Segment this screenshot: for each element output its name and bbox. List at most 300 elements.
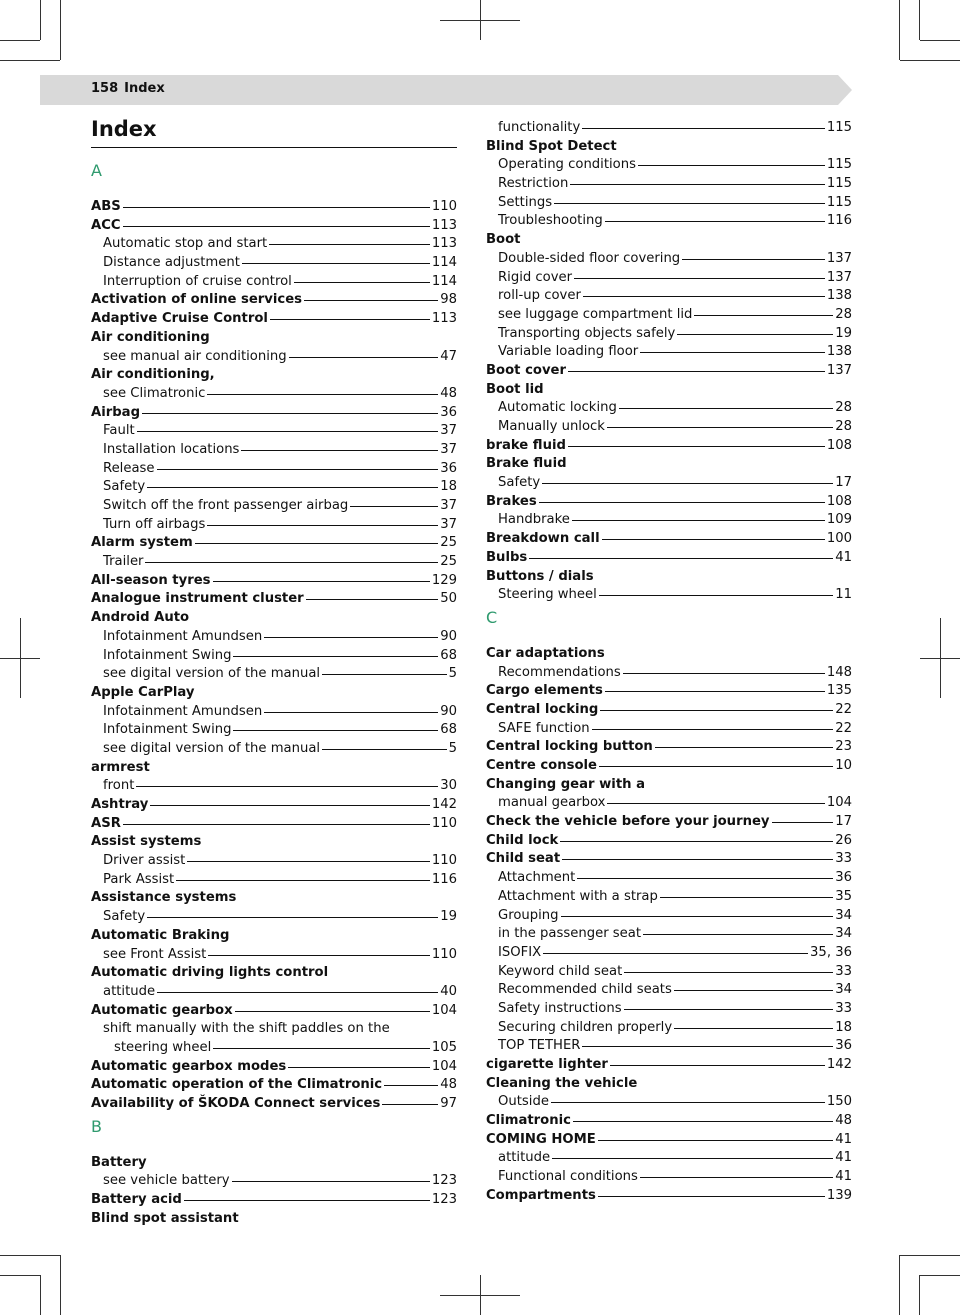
index-entry-page: 37 <box>440 498 457 513</box>
leader-line <box>605 221 825 222</box>
index-entry[interactable] <box>91 366 457 385</box>
leader-line <box>677 334 833 335</box>
index-entry[interactable] <box>486 175 852 194</box>
index-entry[interactable] <box>91 628 457 647</box>
index-entry[interactable] <box>486 231 852 250</box>
index-entry-term: Adaptive Cruise Control <box>91 311 268 327</box>
index-entry[interactable] <box>91 777 457 796</box>
index-entry[interactable] <box>91 329 457 348</box>
index-entry-term: Automatic driving lights control <box>91 965 329 981</box>
leader-line <box>623 673 825 674</box>
index-entry-term: Transporting objects safely <box>498 325 676 341</box>
leader-line <box>289 357 439 358</box>
leader-line <box>232 1181 430 1182</box>
index-entry[interactable] <box>486 1000 852 1019</box>
index-entry-page: 33 <box>835 851 852 867</box>
index-entry[interactable] <box>486 325 852 344</box>
index-entry[interactable] <box>486 1112 852 1131</box>
index-entry[interactable] <box>486 1056 852 1075</box>
index-entry[interactable] <box>486 306 852 325</box>
index-entry[interactable] <box>91 198 457 217</box>
index-entry-term: Interruption of cruise control <box>103 273 292 289</box>
index-entry[interactable] <box>91 348 457 367</box>
index-entry[interactable] <box>91 1210 457 1229</box>
index-entry[interactable] <box>486 381 852 400</box>
index-entry[interactable] <box>91 665 457 684</box>
index-entry-page: 137 <box>826 362 852 378</box>
index-entry-term: Changing gear with a <box>486 776 645 792</box>
index-entry-page: 30 <box>440 778 457 794</box>
index-entry-term: SAFE function <box>498 720 590 736</box>
index-entry[interactable] <box>91 684 457 703</box>
index-entry[interactable] <box>486 738 852 757</box>
index-entry-page: 41 <box>835 1169 852 1185</box>
index-entry-page: 35 <box>835 888 852 904</box>
index-entry[interactable] <box>91 385 457 404</box>
index-entry-page: 135 <box>826 683 852 699</box>
leader-line <box>619 408 833 409</box>
index-entry-page: 116 <box>431 871 457 887</box>
index-entry-term: ISOFIX <box>498 944 542 960</box>
leader-line <box>599 766 833 767</box>
index-entry-term: roll-up cover <box>498 288 581 304</box>
index-entry-page: 100 <box>826 531 852 547</box>
index-entry[interactable] <box>486 511 852 530</box>
index-entry-page: 115 <box>826 176 852 192</box>
index-entry-page: 50 <box>440 591 457 607</box>
index-entry-page: 28 <box>835 400 852 416</box>
index-entry[interactable] <box>486 776 852 795</box>
index-entry[interactable] <box>486 493 852 512</box>
leader-line <box>570 184 825 185</box>
index-entry-term: Outside <box>498 1094 549 1110</box>
index-entry-page: 139 <box>826 1187 852 1203</box>
index-entry[interactable] <box>486 474 852 493</box>
index-entry-term: ASR <box>91 815 121 831</box>
index-entry-term: Safety instructions <box>498 1000 622 1016</box>
leader-line <box>598 1196 825 1197</box>
index-entry[interactable] <box>486 156 852 175</box>
leader-line <box>582 1046 833 1047</box>
index-entry-page: 41 <box>835 1150 852 1166</box>
index-entry-term: see digital version of the manual <box>103 740 321 756</box>
index-entry[interactable] <box>486 1093 852 1112</box>
index-entry-page: 34 <box>835 926 852 942</box>
index-entry[interactable] <box>91 478 457 497</box>
index-entry-term: Rigid cover <box>498 269 573 285</box>
index-entry-term: Blind spot assistant <box>91 1210 239 1226</box>
index-entry[interactable] <box>486 568 852 587</box>
index-entry-page: 33 <box>835 1000 852 1016</box>
leader-line <box>694 315 833 316</box>
index-entry-term: Boot cover <box>486 362 566 378</box>
index-entry-page: 17 <box>835 475 852 491</box>
leader-line <box>213 581 430 582</box>
index-entry-page: 137 <box>826 250 852 266</box>
leader-line <box>572 520 825 521</box>
index-entry-page: 18 <box>835 1019 852 1035</box>
index-entry[interactable] <box>486 907 852 926</box>
index-entry-page: 108 <box>826 437 852 453</box>
index-entry[interactable] <box>486 250 852 269</box>
index-entry[interactable] <box>91 441 457 460</box>
index-entry-page: 110 <box>431 815 457 831</box>
index-entry-page: 110 <box>431 853 457 869</box>
index-entry[interactable] <box>91 1002 457 1021</box>
index-entry-term: Centre console <box>486 758 597 773</box>
index-entry-page: 123 <box>431 1192 457 1208</box>
index-entry-term: brake fluid <box>486 437 566 453</box>
index-entry-page: 47 <box>440 348 457 364</box>
header-section: Index <box>124 81 165 96</box>
index-entry-term: All-season tyres <box>91 572 211 588</box>
index-entry-term: Functional conditions <box>498 1169 638 1185</box>
index-entry-page: 123 <box>431 1173 457 1189</box>
index-entry-term: Automatic gearbox modes <box>91 1058 287 1074</box>
index-entry-term: front <box>103 778 135 794</box>
leader-line <box>157 992 438 993</box>
index-entry-page: 150 <box>826 1094 852 1110</box>
index-entry-page: 33 <box>835 963 852 979</box>
index-entry-term: Installation locations <box>103 441 240 457</box>
index-entry-term: COMING HOME <box>486 1131 596 1147</box>
index-entry[interactable] <box>486 1168 852 1187</box>
index-entry-term: see luggage compartment lid <box>498 306 693 322</box>
index-entry[interactable] <box>91 927 457 946</box>
index-entry[interactable] <box>486 888 852 907</box>
index-entry-term: Automatic stop and start <box>103 236 268 252</box>
index-entry[interactable] <box>91 815 457 834</box>
index-entry[interactable] <box>91 497 457 516</box>
leader-line <box>264 637 438 638</box>
index-entry-term: Climatronic <box>486 1113 571 1129</box>
crop-mark <box>920 1275 960 1276</box>
leader-line <box>660 897 833 898</box>
index-entry[interactable] <box>91 217 457 236</box>
index-entry-term: Activation of online services <box>91 292 303 308</box>
index-entry[interactable] <box>486 530 852 549</box>
index-entry[interactable] <box>486 1187 852 1206</box>
index-entry[interactable] <box>91 460 457 479</box>
index-entry[interactable] <box>91 983 457 1002</box>
index-entry[interactable] <box>486 925 852 944</box>
index-entry[interactable] <box>486 1149 852 1168</box>
crop-mark <box>60 0 61 60</box>
index-entry-term: Settings <box>498 194 553 210</box>
index-entry[interactable] <box>486 794 852 813</box>
index-entry-term: Attachment <box>498 870 576 886</box>
index-entry[interactable] <box>486 455 852 474</box>
index-entry[interactable] <box>91 291 457 310</box>
index-entry-page: 113 <box>431 236 457 252</box>
index-entry[interactable] <box>91 1191 457 1210</box>
index-entry[interactable] <box>91 534 457 553</box>
index-entry[interactable] <box>486 138 852 157</box>
leader-line <box>137 431 439 432</box>
index-entry-term: Central locking <box>486 701 599 717</box>
index-entry[interactable] <box>486 664 852 683</box>
index-entry[interactable] <box>91 572 457 591</box>
index-entry[interactable] <box>91 310 457 329</box>
index-entry[interactable] <box>486 963 852 982</box>
leader-line <box>195 543 438 544</box>
index-entry-page: 22 <box>835 720 852 736</box>
leader-line <box>598 1140 833 1141</box>
leader-line <box>573 1121 833 1122</box>
leader-line <box>592 729 834 730</box>
index-entry[interactable] <box>91 740 457 759</box>
leader-line <box>213 1048 430 1049</box>
index-entry[interactable] <box>91 647 457 666</box>
index-entry-term: Apple CarPlay <box>91 684 195 700</box>
index-entry[interactable] <box>91 759 457 778</box>
index-entry-term: Battery acid <box>91 1192 182 1208</box>
index-entry-term: Fault <box>103 423 135 439</box>
index-entry-page: 90 <box>440 628 457 644</box>
index-entry-page: 115 <box>826 120 852 135</box>
index-entry-page: 116 <box>826 213 852 229</box>
index-entry-page: 23 <box>835 739 852 755</box>
index-entry[interactable] <box>486 194 852 213</box>
index-entry-term: Trailer <box>103 554 144 570</box>
index-entry-term: Manually unlock <box>498 419 605 434</box>
index-entry-page: 104 <box>826 795 852 811</box>
index-entry-term: see digital version of the manual <box>103 666 321 682</box>
index-entry-page: 41 <box>835 549 852 565</box>
index-entry[interactable] <box>486 1131 852 1150</box>
index-entry[interactable] <box>486 869 852 888</box>
index-entry-page: 28 <box>835 306 852 322</box>
index-entry[interactable] <box>91 254 457 273</box>
crop-mark <box>40 1275 41 1315</box>
page-header <box>91 81 165 96</box>
index-entry[interactable] <box>91 1039 457 1058</box>
index-entry-term: Infotainment Swing <box>103 722 232 738</box>
leader-line <box>574 278 825 279</box>
index-entry[interactable] <box>486 720 852 739</box>
index-entry[interactable] <box>91 833 457 852</box>
index-entry[interactable] <box>486 418 852 437</box>
crop-mark <box>0 40 40 41</box>
index-entry-term: Boot <box>486 232 521 248</box>
index-entry-term: cigarette lighter <box>486 1057 608 1072</box>
index-entry[interactable] <box>91 889 457 908</box>
index-entry[interactable] <box>91 590 457 609</box>
index-entry-page: 35, 36 <box>810 944 852 960</box>
index-entry-term: ABS <box>91 199 121 214</box>
index-entry[interactable] <box>91 796 457 815</box>
leader-line <box>123 226 430 227</box>
index-entry-page: 97 <box>440 1096 457 1111</box>
index-entry[interactable] <box>91 1172 457 1191</box>
index-entry-page: 142 <box>431 797 457 812</box>
index-entry[interactable] <box>91 1095 457 1114</box>
index-entry[interactable] <box>91 703 457 722</box>
index-entry-term: in the passenger seat <box>498 926 642 942</box>
index-entry-page: 104 <box>431 1002 457 1018</box>
index-entry[interactable] <box>486 645 852 664</box>
index-entry[interactable] <box>91 1058 457 1077</box>
index-entry-term: Steering wheel <box>498 587 597 603</box>
index-entry[interactable] <box>486 399 852 418</box>
leader-line <box>582 128 825 129</box>
index-entry[interactable] <box>486 549 852 568</box>
index-entry[interactable] <box>91 1154 457 1173</box>
index-entry[interactable] <box>91 908 457 927</box>
crop-mark <box>0 1275 40 1276</box>
index-entry-page: 129 <box>431 572 457 588</box>
index-entry[interactable] <box>91 871 457 890</box>
crop-mark <box>20 618 21 698</box>
index-entry-term: Troubleshooting <box>498 213 603 229</box>
index-entry-term: Central locking button <box>486 739 653 755</box>
index-entry[interactable] <box>486 269 852 288</box>
index-entry[interactable] <box>486 1019 852 1038</box>
leader-line <box>599 595 833 596</box>
index-entry[interactable] <box>91 516 457 535</box>
index-entry-page: 19 <box>835 325 852 341</box>
index-entry-page: 68 <box>440 647 457 663</box>
leader-line <box>142 413 438 414</box>
index-entry[interactable] <box>486 832 852 851</box>
index-entry-term: Check the vehicle before your journey <box>486 814 770 830</box>
leader-line <box>145 562 438 563</box>
leader-line <box>643 934 833 935</box>
index-entry[interactable] <box>486 212 852 231</box>
index-entry-term: Brake fluid <box>486 456 567 472</box>
index-column-left <box>91 158 457 1228</box>
crop-mark <box>919 1275 920 1315</box>
index-entry-term: Assistance systems <box>91 890 237 906</box>
index-entry-term: Keyword child seat <box>498 963 623 979</box>
index-entry[interactable] <box>486 944 852 963</box>
leader-line <box>772 822 834 823</box>
index-entry-page: 34 <box>835 982 852 998</box>
index-entry[interactable] <box>486 437 852 456</box>
index-entry-term: Infotainment Amundsen <box>103 703 263 719</box>
index-entry-page: 28 <box>835 419 852 434</box>
index-entry[interactable] <box>486 1037 852 1056</box>
index-entry[interactable] <box>91 609 457 628</box>
index-entry[interactable] <box>91 235 457 254</box>
index-entry[interactable] <box>486 343 852 362</box>
index-entry-page: 108 <box>826 493 852 509</box>
leader-line <box>294 282 430 283</box>
index-entry[interactable] <box>486 682 852 701</box>
index-entry[interactable] <box>91 1020 457 1039</box>
index-entry-term: Alarm system <box>91 535 193 551</box>
index-entry-term: Securing children properly <box>498 1019 673 1035</box>
index-entry-term: Infotainment Swing <box>103 647 232 663</box>
leader-line <box>270 319 430 320</box>
index-entry[interactable] <box>486 287 852 306</box>
index-letter-heading: C <box>486 607 498 627</box>
index-entry[interactable] <box>486 1075 852 1094</box>
index-entry-page: 90 <box>440 703 457 719</box>
index-entry[interactable] <box>486 850 852 869</box>
leader-line <box>207 525 438 526</box>
index-entry-page: 11 <box>835 587 852 603</box>
index-entry-term: Airbag <box>91 404 141 420</box>
index-entry[interactable] <box>91 964 457 983</box>
leader-line <box>235 1011 430 1012</box>
index-entry-term: Restriction <box>498 176 569 192</box>
index-entry[interactable] <box>91 852 457 871</box>
index-entry-term: Compartments <box>486 1187 596 1203</box>
index-entry-term: attitude <box>103 983 156 999</box>
index-entry-page: 115 <box>826 157 852 173</box>
index-entry-page: 48 <box>440 385 457 401</box>
leader-line <box>682 259 825 260</box>
index-entry[interactable] <box>486 362 852 381</box>
index-entry[interactable] <box>91 273 457 292</box>
index-entry-term: Automatic gearbox <box>91 1002 233 1018</box>
index-entry[interactable] <box>486 701 852 720</box>
index-entry-term: Car adaptations <box>486 645 605 661</box>
leader-line <box>562 859 833 860</box>
index-entry[interactable] <box>91 553 457 572</box>
index-entry[interactable] <box>91 1076 457 1095</box>
index-entry-term: Park Assist <box>103 871 175 887</box>
leader-line <box>600 710 833 711</box>
index-entry[interactable] <box>91 721 457 740</box>
leader-line <box>233 656 438 657</box>
index-entry-term: Boot lid <box>486 381 544 397</box>
leader-line <box>577 878 833 879</box>
index-entry[interactable] <box>91 422 457 441</box>
leader-line <box>269 244 430 245</box>
index-entry-page: 37 <box>440 423 457 439</box>
leader-line <box>529 558 833 559</box>
index-entry-page: 114 <box>431 273 457 289</box>
index-entry-page: 105 <box>431 1039 457 1055</box>
index-entry-page: 114 <box>431 255 457 271</box>
index-entry-term: see Climatronic <box>103 385 206 401</box>
index-entry-term: Recommendations <box>498 664 621 680</box>
index-entry[interactable] <box>486 981 852 1000</box>
leader-line <box>655 747 833 748</box>
leader-line <box>602 539 825 540</box>
index-letter-heading: A <box>91 161 102 180</box>
leader-line <box>241 450 438 451</box>
crop-mark <box>900 60 960 61</box>
index-entry-term: steering wheel <box>114 1039 212 1055</box>
index-entry[interactable] <box>486 757 852 776</box>
index-entry-page: 104 <box>431 1058 457 1074</box>
index-entry[interactable] <box>486 586 852 605</box>
index-entry[interactable] <box>486 813 852 832</box>
leader-line <box>306 599 439 600</box>
index-entry-term: Variable loading floor <box>498 344 639 360</box>
leader-line <box>552 1158 833 1159</box>
index-entry[interactable] <box>91 946 457 965</box>
index-entry[interactable] <box>91 404 457 423</box>
index-entry[interactable] <box>486 119 852 138</box>
index-entry-page: 68 <box>440 722 457 738</box>
index-entry-term: shift manually with the shift paddles on the <box>103 1021 390 1037</box>
crop-mark <box>900 1255 960 1256</box>
leader-line <box>322 749 447 750</box>
index-entry-page: 25 <box>440 535 457 551</box>
leader-line <box>583 296 825 297</box>
leader-line <box>610 1065 825 1066</box>
index-entry-term: Automatic locking <box>498 400 617 416</box>
index-entry-page: 19 <box>440 909 457 925</box>
leader-line <box>208 955 430 956</box>
index-entry-term: Switch off the front passenger airbag <box>103 498 349 513</box>
leader-line <box>551 1102 825 1103</box>
index-entry-term: Assist systems <box>91 834 202 850</box>
